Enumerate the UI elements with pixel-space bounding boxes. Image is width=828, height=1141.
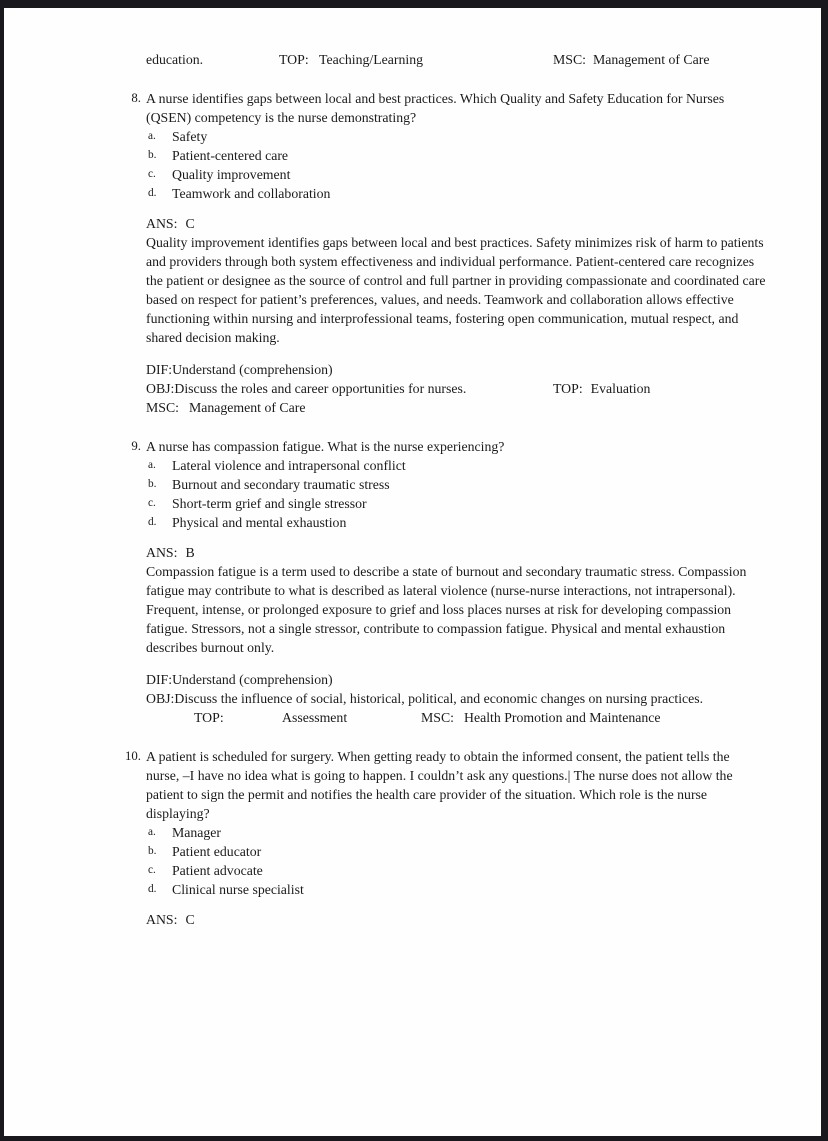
msc-value: Health Promotion and Maintenance [463,710,661,725]
msc-line [146,398,766,417]
top-value: Evaluation [590,381,651,396]
meta-top-label: TOP: [279,52,309,67]
option-text: Manager [172,825,222,840]
option-text: Patient educator [172,844,262,859]
question-10 [125,747,766,929]
obj-line: OBJ:Discuss the influence of social, historical, political, and economic changes on nursing practices. [146,691,704,706]
option-letter: d. [148,516,157,528]
option-text: Safety [172,129,208,144]
obj-line [146,379,766,398]
question-number: 10. [125,749,141,763]
option-text: Physical and mental exhaustion [172,515,347,530]
option-letter: c. [148,168,156,180]
option-row [146,842,766,861]
option-letter: a. [148,826,156,838]
question-number: 8. [131,91,141,105]
dif-line: DIF:Understand (comprehension) [146,672,333,687]
option-letter: d. [148,883,157,895]
rationale-text: Compassion fatigue is a term used to describe a state of burnout and secondary traumatic stress. Compassion fatigue may contribute to what is described as lateral violence (nurse-nurse interactions, not intrapersonal). Frequent, intense, or prolonged exposure to grief and loss places nurses at risk for developing compassion fatigue. Stressors, not a single stressor, contribute to compassion fatigue. Physical and mental exhaustion describes burnout only. [146,564,750,655]
answer-line [146,543,766,562]
page-content [4,8,821,929]
question-stem: A patient is scheduled for surgery. When getting ready to obtain the informed consent, the patient tells the nurse, –I have no idea what is going to happen. I couldn’t ask any questions.| The nurse does not allow the patient to sign the permit and notifies the health care provider of the situation. Which role is the nurse displaying? [146,749,737,821]
dif-line: DIF:Understand (comprehension) [146,362,333,377]
meta-top-value: Teaching/Learning [319,52,423,67]
option-row [146,475,766,494]
option-text: Patient-centered care [172,148,289,163]
option-row [146,456,766,475]
answer-label: ANS: [146,545,178,560]
option-text: Teamwork and collaboration [172,186,331,201]
option-row [146,165,766,184]
answer-label: ANS: [146,912,178,927]
rationale-text: Quality improvement identifies gaps between local and best practices. Safety minimizes risk of harm to patients and providers through both system effectiveness and individual performance. Patient-centered care recognizes the patient or designee as the source of control and full partner in providing compassionate and coordinated care based on respect for patient’s preferences, values, and needs. Teamwork and collaboration allows effective functioning within nursing and interprofessional teams, fostering open communication, mutual respect, and shared decision making. [146,235,769,345]
question-9-meta [146,670,766,727]
option-row [146,513,766,532]
option-letter: c. [148,864,156,876]
option-row [146,146,766,165]
option-text: Quality improvement [172,167,291,182]
question-9 [131,437,766,727]
option-row [146,127,766,146]
question-8 [131,89,769,417]
question-8-head [131,89,766,127]
question-stem: A nurse identifies gaps between local and best practices. Which Quality and Safety Education for Nurses (QSEN) competency is the nurse demonstrating? [146,91,728,125]
option-row [146,880,766,899]
option-row [146,861,766,880]
question-9-head [131,437,766,456]
question-stem: A nurse has compassion fatigue. What is the nurse experiencing? [146,439,505,454]
option-row [146,823,766,842]
question-8-meta [146,360,766,417]
meta-fragment-text: education. [146,52,204,67]
option-letter: b. [148,845,157,857]
option-letter: a. [148,130,156,142]
question-10-head [125,747,766,823]
answer-value: C [185,216,195,231]
answer-value: B [185,545,195,560]
answer-label: ANS: [146,216,178,231]
option-text: Patient advocate [172,863,263,878]
meta-msc-value: Management of Care [593,52,710,67]
option-text: Short-term grief and single stressor [172,496,367,511]
meta-msc-label: MSC: [553,52,586,67]
answer-line [146,910,766,929]
option-row [146,184,766,203]
top-label: TOP: [553,381,583,396]
answer-line [146,214,766,233]
option-row [146,494,766,513]
option-text: Burnout and secondary traumatic stress [172,477,390,492]
option-letter: b. [148,478,157,490]
obj-text: OBJ:Discuss the roles and career opportunities for nurses. [146,381,467,396]
option-letter: a. [148,459,156,471]
option-letter: d. [148,187,157,199]
top-value: Assessment [282,710,348,725]
option-text: Lateral violence and intrapersonal conflict [172,458,406,473]
option-text: Clinical nurse specialist [172,882,304,897]
top-label: TOP: [194,710,224,725]
answer-value: C [185,912,195,927]
msc-group [421,708,661,727]
top-group [553,379,650,398]
msc-label: MSC: [146,400,179,415]
document-page [4,8,821,1136]
meta-fragment-line [146,50,766,69]
top-msc-line [146,708,766,727]
option-letter: c. [148,497,156,509]
question-number: 9. [131,439,141,453]
option-letter: b. [148,149,157,161]
msc-value: Management of Care [188,400,306,415]
msc-label: MSC: [421,710,454,725]
